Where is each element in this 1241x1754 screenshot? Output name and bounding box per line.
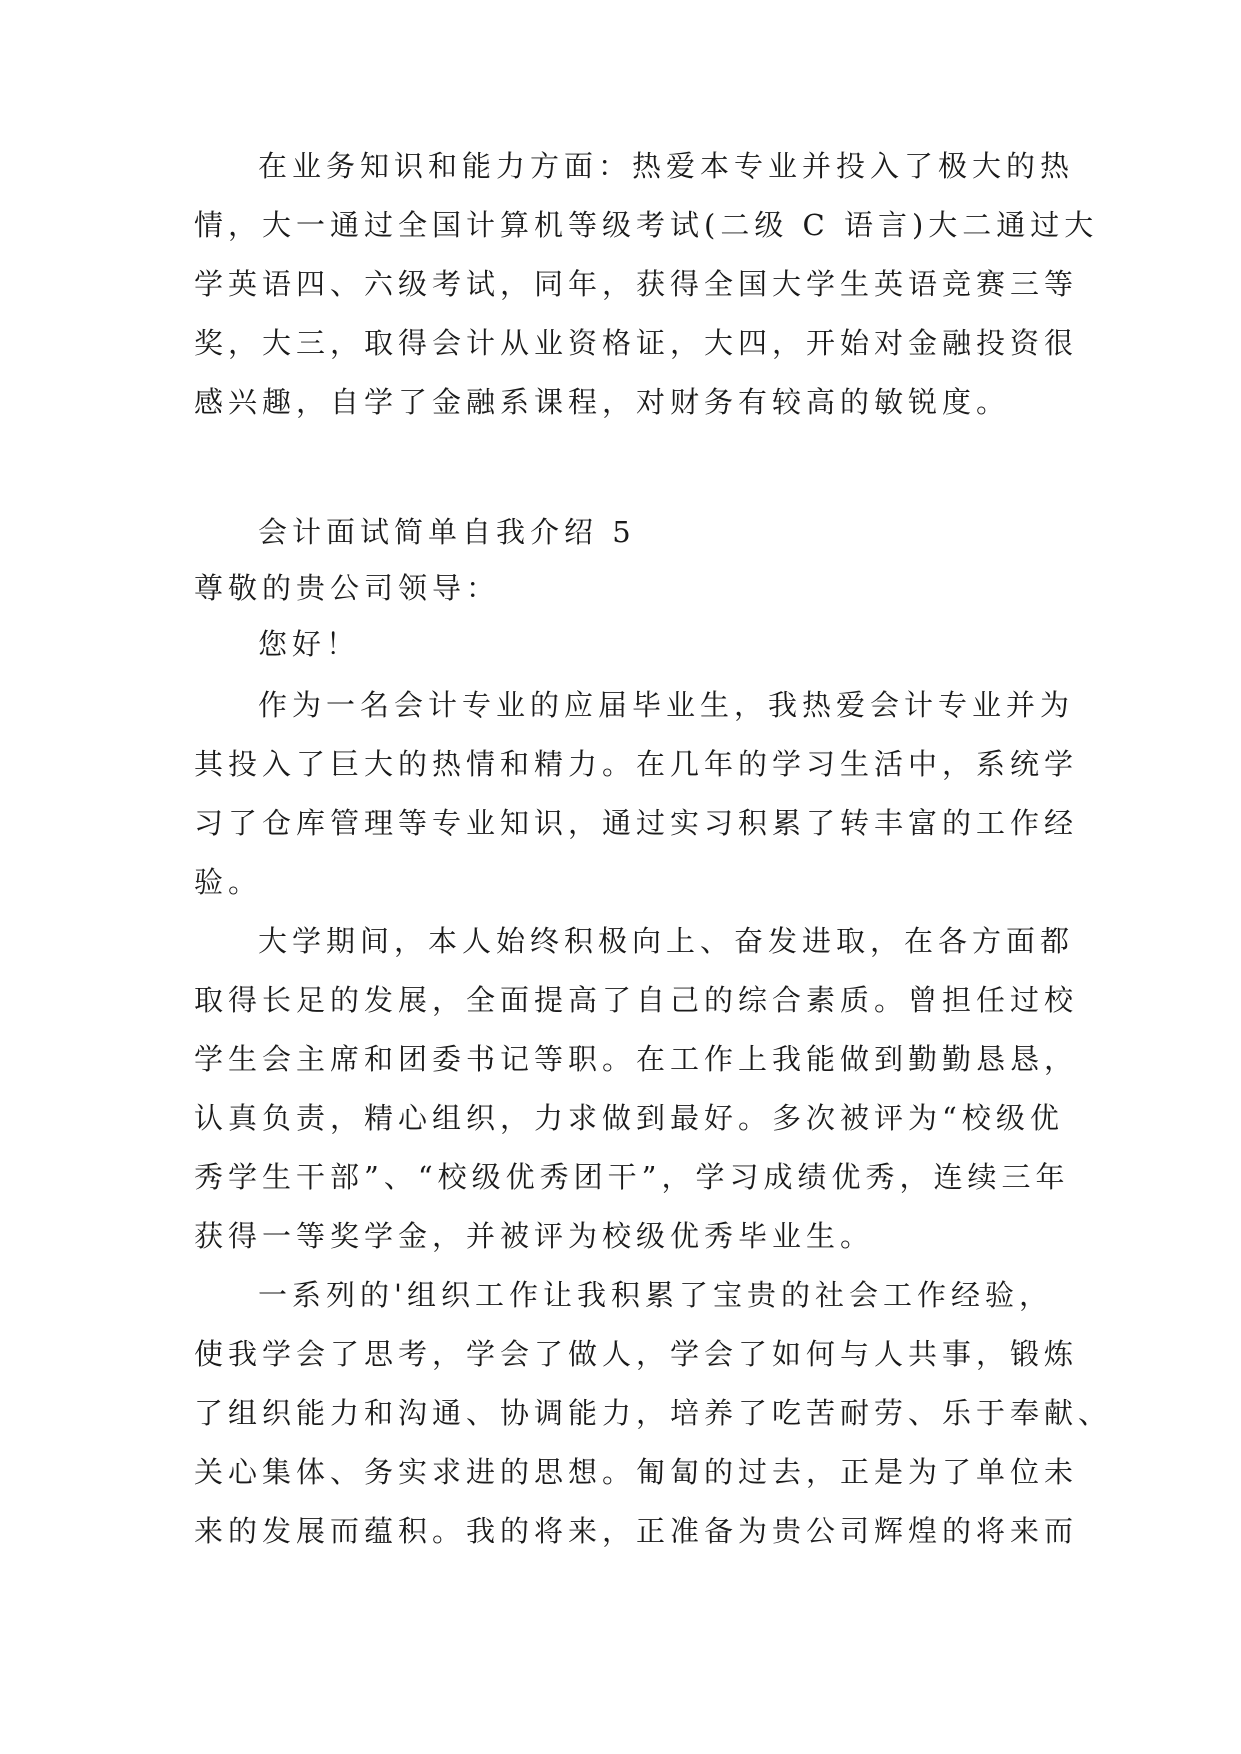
paragraph-line: 秀学生干部”、“校级优秀团干”，学习成绩优秀，连续三年 (194, 1160, 1070, 1194)
paragraph-line: 在业务知识和能力方面：热爱本专业并投入了极大的热 (258, 149, 1075, 183)
paragraph-line: 学英语四、六级考试，同年，获得全国大学生英语竞赛三等 (194, 267, 1079, 301)
paragraph-experience (194, 1266, 1113, 1561)
paragraph-line: 大学期间，本人始终积极向上、奋发进取，在各方面都 (258, 924, 1075, 958)
paragraph-line: 学生会主席和团委书记等职。在工作上我能做到勤勤恳恳， (194, 1042, 1079, 1076)
paragraph-line: 奖，大三，取得会计从业资格证，大四，开始对金融投资很 (194, 326, 1079, 360)
paragraph-line: 其投入了巨大的热情和精力。在几年的学习生活中，系统学 (194, 747, 1079, 781)
greeting: 您好！ (258, 627, 361, 661)
section-heading-block (194, 504, 1074, 672)
paragraph-line: 取得长足的发展，全面提高了自己的综合素质。曾担任过校 (194, 983, 1079, 1017)
paragraph-line: 作为一名会计专业的应届毕业生，我热爱会计专业并为 (258, 688, 1075, 722)
salutation: 尊敬的贵公司领导： (194, 571, 501, 605)
paragraph-line: 一系列的'组织工作让我积累了宝贵的社会工作经验， (258, 1278, 1053, 1312)
paragraph-line: 认真负责，精心组织，力求做到最好。多次被评为“校级优 (194, 1101, 1064, 1135)
paragraph-line: 关心集体、务实求进的思想。匍匐的过去，正是为了单位未 (194, 1455, 1079, 1489)
paragraph-line: 习了仓库管理等专业知识，通过实习积累了转丰富的工作经 (194, 806, 1079, 840)
paragraph-line: 验。 (194, 865, 263, 899)
section-title: 会计面试简单自我介绍 5 (258, 515, 636, 549)
paragraph-line: 使我学会了思考，学会了做人，学会了如何与人共事，锻炼 (194, 1337, 1079, 1371)
paragraph-line: 了组织能力和沟通、协调能力，培养了吃苦耐劳、乐于奉献、 (194, 1396, 1113, 1430)
paragraph-line: 感兴趣，自学了金融系课程，对财务有较高的敏锐度。 (194, 385, 1011, 419)
paragraph-university (194, 912, 1079, 1266)
paragraph-line: 来的发展而蕴积。我的将来，正准备为贵公司辉煌的将来而 (194, 1514, 1079, 1548)
paragraph-line: 情，大一通过全国计算机等级考试(二级 C 语言)大二通过大 (194, 208, 1099, 242)
paragraph-skills (194, 137, 1099, 432)
paragraph-introduction (194, 676, 1079, 912)
paragraph-line: 获得一等奖学金，并被评为校级优秀毕业生。 (194, 1219, 875, 1253)
